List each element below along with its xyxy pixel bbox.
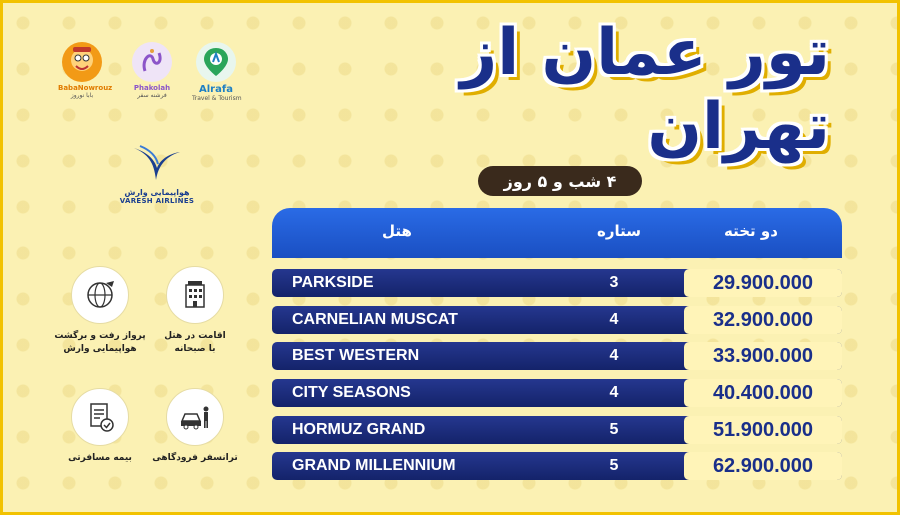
logo-subtext: فرشنه سفر xyxy=(137,92,167,99)
service-hotel xyxy=(140,266,250,356)
logo-text: Phakolah xyxy=(133,84,171,92)
table-header xyxy=(272,208,842,258)
logo-text: BabaNowrouz xyxy=(58,84,113,92)
header-hotel: هتل xyxy=(382,222,412,240)
logo-subtext: بابا نوروز xyxy=(70,92,94,99)
hotel-name: BEST WESTERN xyxy=(292,347,420,364)
map-pin-icon xyxy=(196,42,236,82)
hotel-name: GRAND MILLENNIUM xyxy=(292,457,456,474)
hotel-name: HORMUZ GRAND xyxy=(292,421,426,438)
service-label-line: با صبحانه xyxy=(174,344,216,354)
hotel-price: 33.900.000 xyxy=(684,342,842,370)
table-row xyxy=(272,269,842,297)
alrafa-logo xyxy=(192,42,240,102)
hotel-name: CARNELIAN MUSCAT xyxy=(292,311,458,328)
hotel-stars: 4 xyxy=(609,384,619,401)
header-stars: ستاره xyxy=(597,222,641,240)
hotel-stars: 3 xyxy=(609,274,619,291)
hotel-price: 32.900.000 xyxy=(684,306,842,334)
service-label-line: اقامت در هتل xyxy=(164,331,226,341)
mascot-icon xyxy=(62,42,102,82)
hotel-stars: 5 xyxy=(609,457,619,474)
table-row xyxy=(272,452,842,480)
hotel-stars: 4 xyxy=(609,311,619,328)
header-price: دو تخته xyxy=(724,222,778,240)
logo-subtext: Travel & Tourism xyxy=(192,95,242,102)
service-flight xyxy=(45,266,155,356)
hotel-price: 29.900.000 xyxy=(684,269,842,297)
hotel-price: 62.900.000 xyxy=(684,452,842,480)
calligraphy-icon xyxy=(132,42,172,82)
car-person-icon xyxy=(166,388,224,446)
insurance-document-icon xyxy=(71,388,129,446)
service-label: بیمه مسافرتی xyxy=(68,453,132,463)
hotel-stars: 5 xyxy=(609,421,619,438)
page-title: تور عمان از تهران xyxy=(460,15,830,164)
globe-plane-icon xyxy=(71,266,129,324)
table-row xyxy=(272,416,842,444)
service-label xyxy=(140,330,250,356)
hotel-price: 51.900.000 xyxy=(684,416,842,444)
varesh-airlines-logo xyxy=(102,144,212,205)
table-row xyxy=(272,306,842,334)
hotel-name: PARKSIDE xyxy=(292,274,374,291)
hotel-building-icon xyxy=(166,266,224,324)
babanowrouz-logo xyxy=(58,42,113,99)
phakolah-logo xyxy=(128,42,176,99)
hotel-name: CITY SEASONS xyxy=(292,384,411,401)
service-insurance xyxy=(45,388,155,465)
duration-badge: ۴ شب و ۵ روز xyxy=(478,166,642,196)
service-transfer xyxy=(140,388,250,465)
hotel-stars: 4 xyxy=(609,347,619,364)
airline-name-en: VARESH AIRLINES xyxy=(119,197,195,205)
service-label: ترانسفر فرودگاهی xyxy=(152,453,238,463)
service-label-line: پرواز رفت و برگشت xyxy=(54,331,146,341)
logo-text: Alrafa xyxy=(199,84,233,95)
service-label-line: هواپیمایی وارش xyxy=(63,344,137,354)
hotel-price: 40.400.000 xyxy=(684,379,842,407)
table-row xyxy=(272,342,842,370)
service-label xyxy=(45,330,155,356)
airline-name-fa: هواپیمایی وارش xyxy=(124,188,190,197)
bird-icon xyxy=(130,144,184,184)
table-row xyxy=(272,379,842,407)
